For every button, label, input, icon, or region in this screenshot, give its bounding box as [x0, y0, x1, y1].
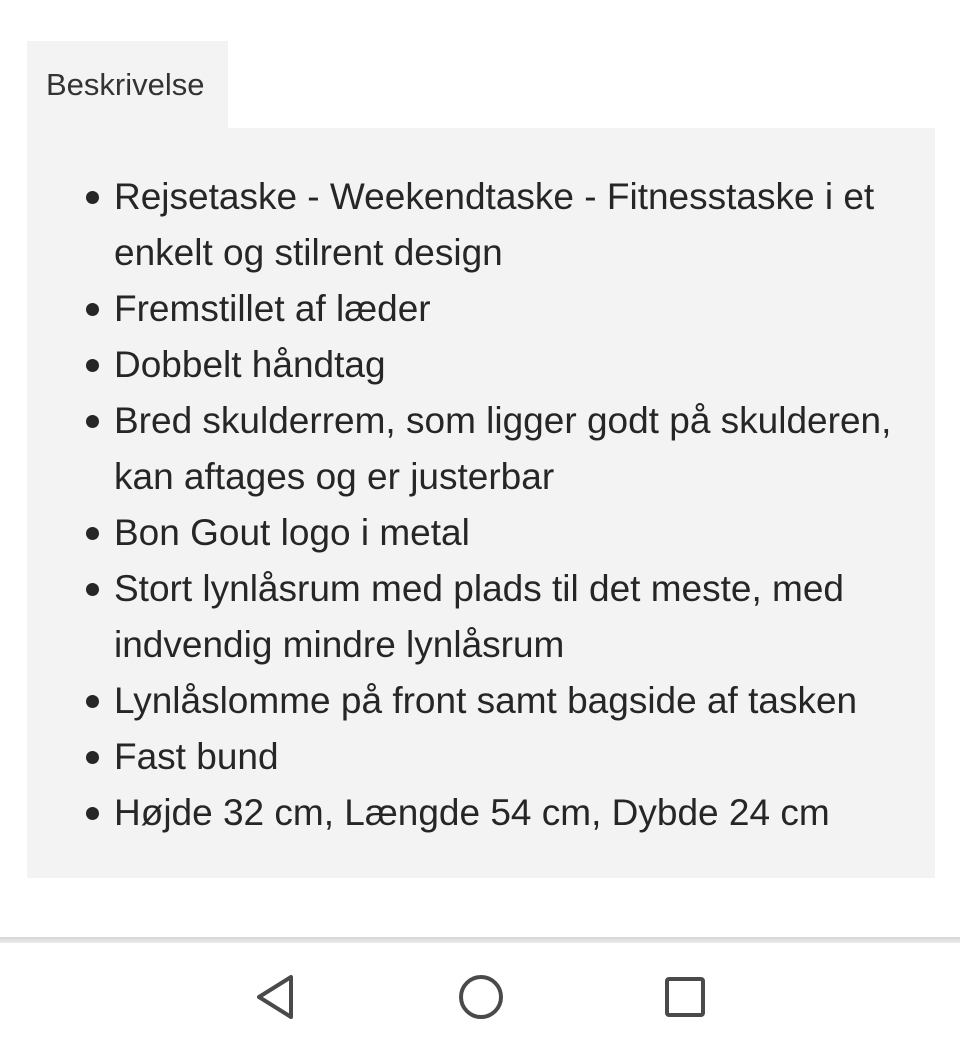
tab-description-label: Beskrivelse — [46, 67, 205, 102]
list-item — [27, 281, 907, 337]
list-item-text: Rejsetaske - Weekendtaske - Fitnesstaske i et enkelt og stilrent design — [114, 176, 875, 273]
bullet-icon — [86, 527, 99, 540]
list-item-text: Højde 32 cm, Længde 54 cm, Dybde 24 cm — [114, 792, 830, 833]
list-item-text: Dobbelt håndtag — [114, 344, 386, 385]
list-item — [27, 561, 907, 673]
tab-description[interactable] — [27, 41, 228, 129]
recent-apps-button[interactable] — [655, 967, 715, 1027]
home-button[interactable] — [451, 967, 511, 1027]
list-item — [27, 785, 907, 841]
list-item-text: Stort lynlåsrum med plads til det meste, med indvendig mindre lynlåsrum — [114, 568, 845, 665]
list-item — [27, 393, 907, 505]
back-triangle-icon — [253, 973, 297, 1021]
bullet-icon — [86, 359, 99, 372]
bullet-icon — [86, 695, 99, 708]
home-circle-icon — [457, 973, 505, 1021]
list-item-text: Bred skulderrem, som ligger godt på skulderen, kan aftages og er justerbar — [114, 400, 892, 497]
bullet-icon — [86, 415, 99, 428]
bullet-icon — [86, 191, 99, 204]
list-item — [27, 337, 907, 393]
bullet-icon — [86, 751, 99, 764]
description-panel — [27, 128, 935, 878]
list-item — [27, 673, 907, 729]
bullet-icon — [86, 583, 99, 596]
list-item-text: Fast bund — [114, 736, 279, 777]
list-item-text: Bon Gout logo i metal — [114, 512, 470, 553]
list-item — [27, 505, 907, 561]
feature-list — [27, 169, 907, 841]
recent-apps-square-icon — [663, 975, 707, 1019]
bullet-icon — [86, 303, 99, 316]
list-item — [27, 729, 907, 785]
bullet-icon — [86, 807, 99, 820]
list-item-text: Lynlåslomme på front samt bagside af tasken — [114, 680, 858, 721]
list-item-text: Fremstillet af læder — [114, 288, 431, 329]
back-button[interactable] — [245, 967, 305, 1027]
list-item — [27, 169, 907, 281]
system-navigation-bar — [0, 943, 960, 1051]
